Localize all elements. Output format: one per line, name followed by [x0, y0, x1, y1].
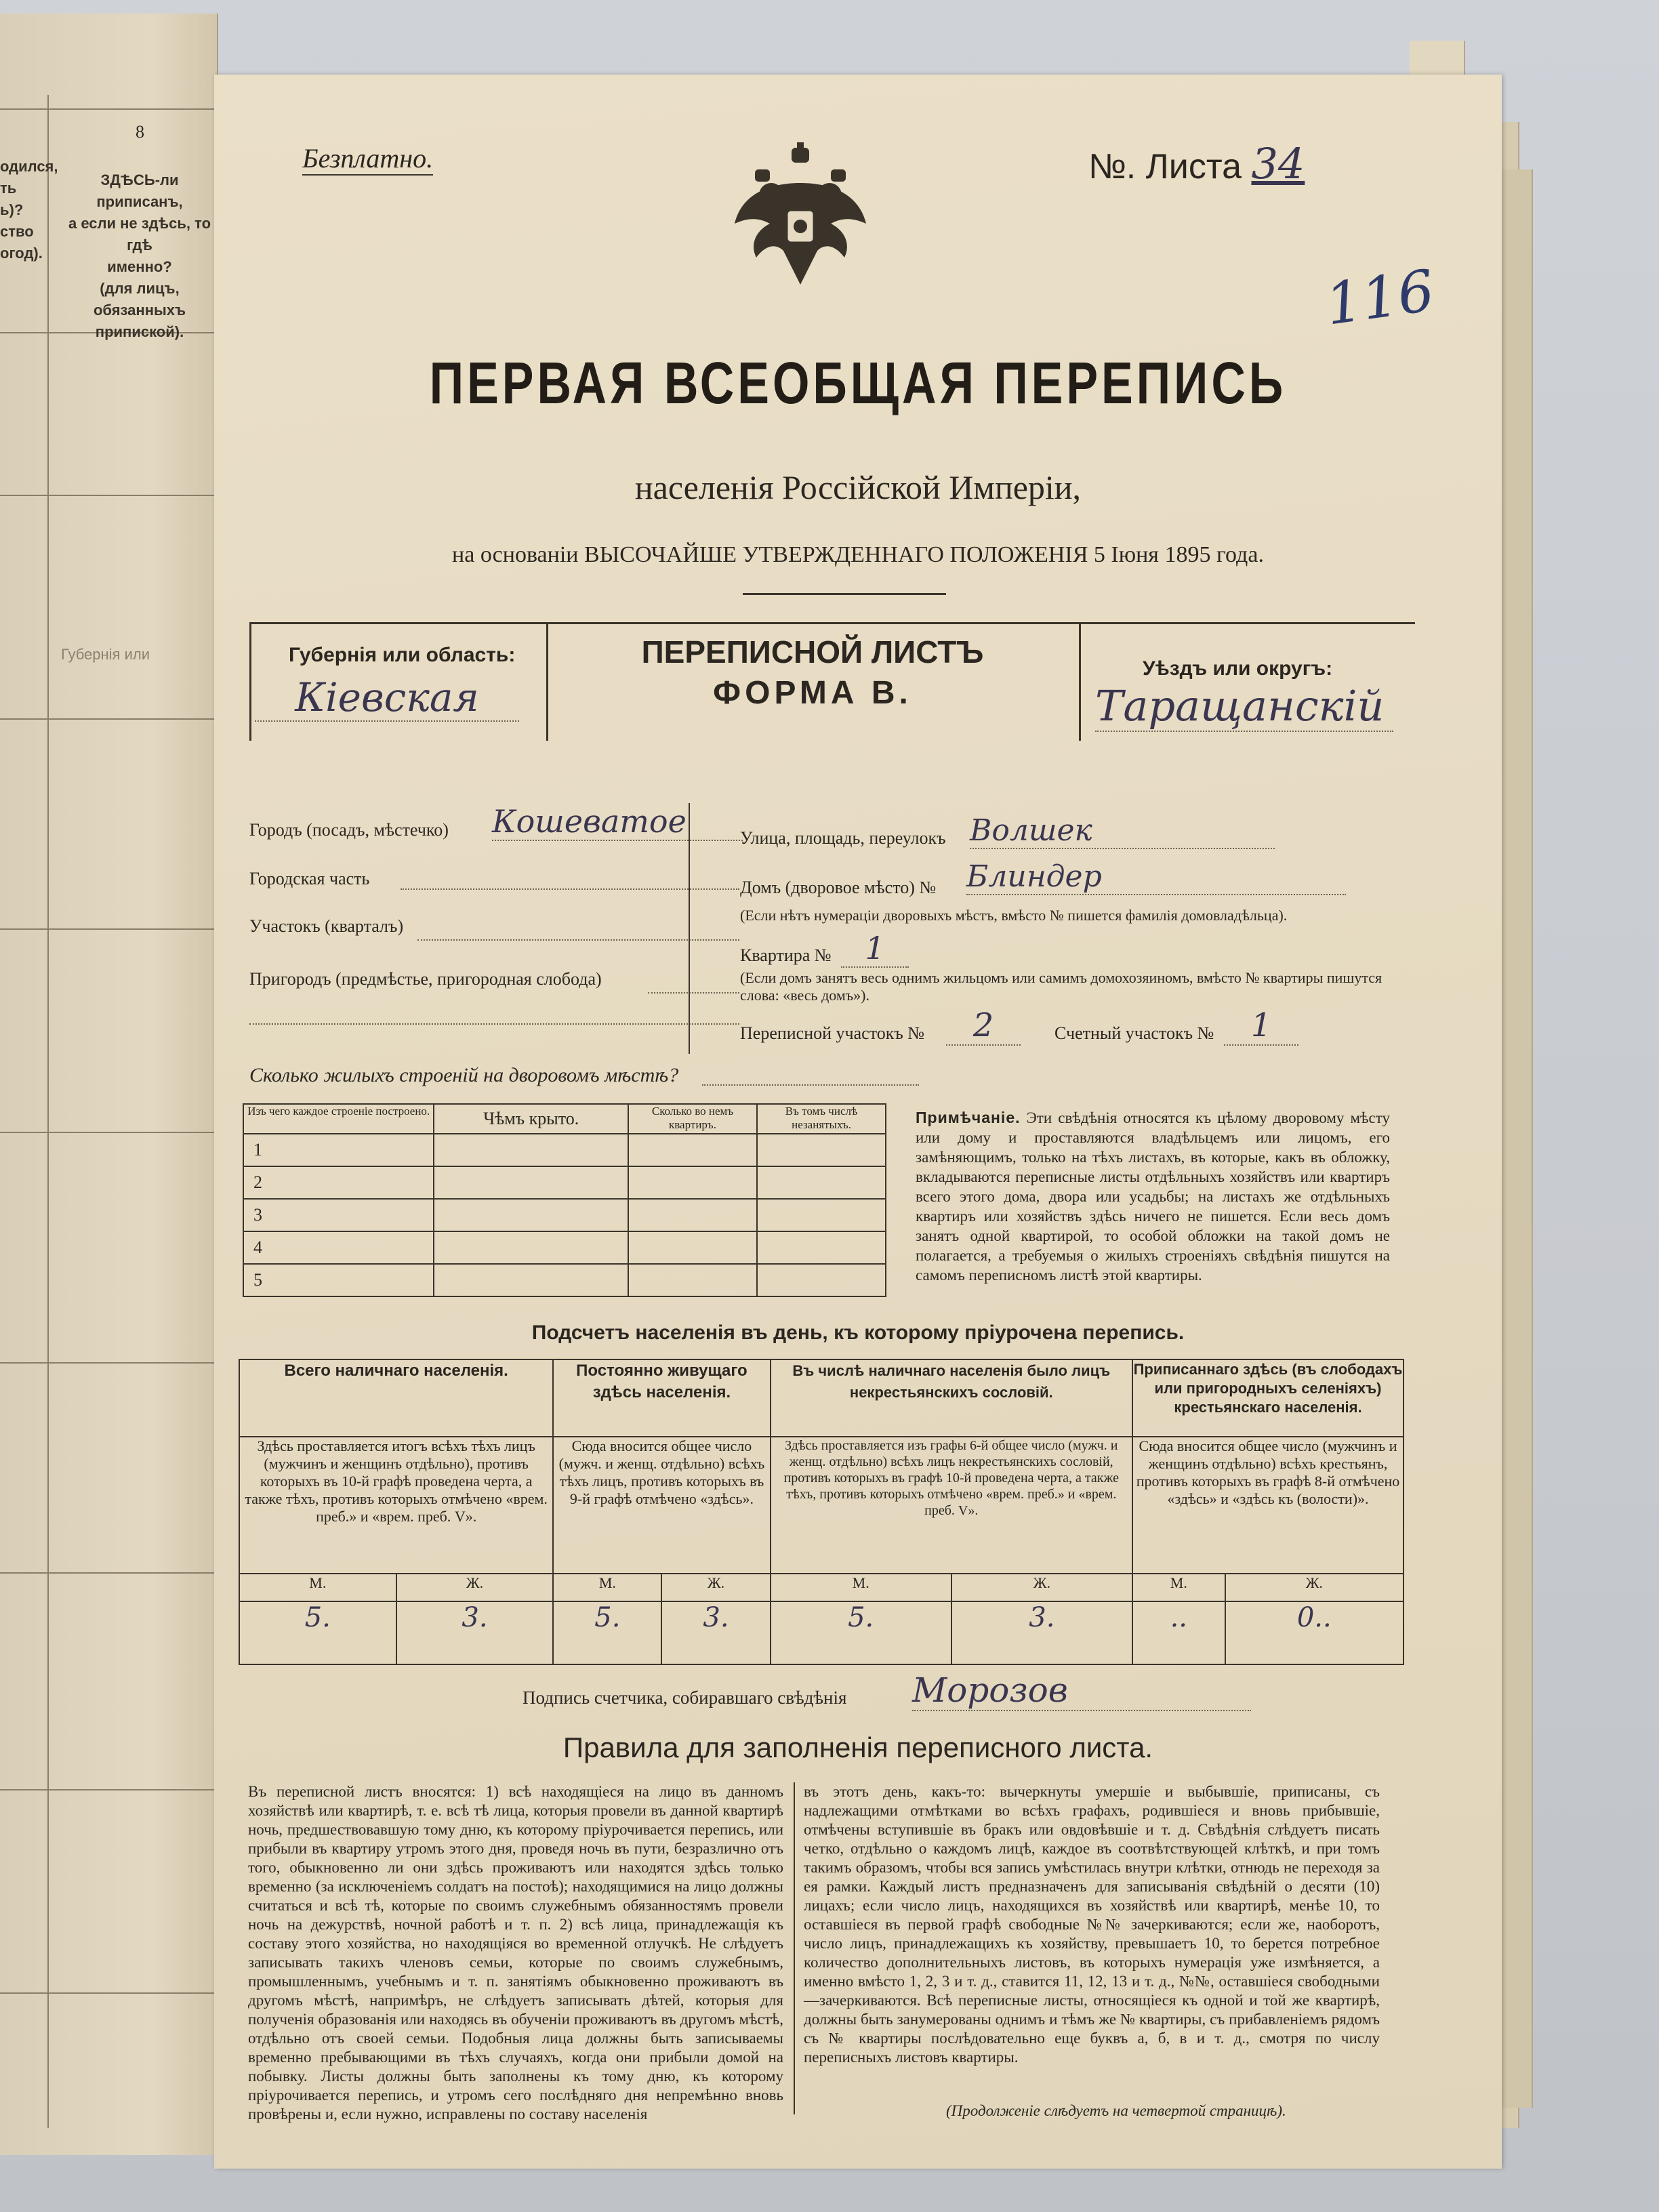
note-label: Примѣчаніе. — [916, 1109, 1021, 1126]
form-title: ПЕРЕПИСНОЙ ЛИСТЪ — [641, 634, 984, 670]
left-column-header: ЗДѢСЬ-ли приписанъ, а если не здѣсь, то гдѣ именно? (для лицъ, обязанныхъ припиской). — [68, 171, 211, 340]
census-area-label: Переписной участокъ № — [740, 1023, 925, 1043]
buildings-cell[interactable] — [757, 1134, 886, 1166]
buildings-table — [243, 1103, 886, 1297]
buildings-row-number: 1 — [243, 1134, 434, 1166]
row-rule — [0, 1362, 217, 1364]
bleed-through-text: Губернія или — [61, 646, 150, 663]
row-rule — [0, 1789, 217, 1790]
note-text: Эти свѣдѣнія относятся къ цѣлому дворовому мѣсту или дому и проставляются владѣльцемъ или лицомъ, его замѣняющимъ, только на тѣхъ листахъ, въ которые, какъ въ обложку, вкладываются переписные листы отдѣльныхъ хозяйствъ или квартиръ всего этого дома, двора или усадьбы; на листахъ же отдѣльныхъ квартиръ или хозяйствъ здѣсь ничего не пишется. Если весь домъ занятъ одной квартирой, то особой обложки на такой домъ не полагается, а требуемыя о жилыхъ строеніяхъ свѣдѣнія пишутся на самомъ переписномъ листѣ этой квартиры. — [916, 1109, 1391, 1284]
count-table — [239, 1359, 1404, 1665]
row-rule — [0, 1132, 217, 1133]
buildings-cell[interactable] — [434, 1231, 628, 1264]
row-rule — [0, 1572, 217, 1574]
province-value: Кіевская — [255, 674, 519, 722]
row-rule — [0, 1992, 217, 1994]
apartment-value: 1 — [841, 930, 909, 968]
subtitle: населенія Россійской Имперіи, — [634, 468, 1082, 506]
suburb-field-line[interactable] — [249, 1017, 739, 1025]
main-title: ПЕРВАЯ ВСЕОБЩАЯ ПЕРЕПИСЬ — [429, 350, 1287, 416]
enumerator-signature: Морозов — [912, 1671, 1251, 1711]
form-letter: ФОРМА В. — [713, 675, 912, 711]
imperial-eagle-emblem — [729, 142, 872, 291]
count-header-nonpeasant: Въ числѣ наличнаго населенія было лицъ некрестьянскихъ сословій. — [771, 1359, 1132, 1437]
header-rule — [249, 622, 1415, 624]
row-rule — [0, 495, 217, 496]
buildings-cell[interactable] — [757, 1231, 886, 1264]
buildings-cell[interactable] — [757, 1166, 886, 1199]
female-header: Ж. — [951, 1574, 1132, 1601]
male-header: М. — [553, 1574, 661, 1601]
census-sheet — [214, 75, 1502, 2169]
province-label: Губернія или область: — [289, 644, 516, 666]
header-rule — [1079, 622, 1081, 741]
rules-title: Правила для заполненія переписного листа. — [562, 1732, 1153, 1763]
buildings-row-number: 2 — [243, 1166, 434, 1199]
count-area-value: 1 — [1224, 1006, 1298, 1046]
count-value-nonpeasant-female[interactable]: 3. — [951, 1601, 1132, 1664]
female-header: Ж. — [661, 1574, 770, 1601]
buildings-row-number: 4 — [243, 1231, 434, 1264]
row-rule — [0, 928, 217, 930]
count-header-peasant: Приписаннаго здѣсь (въ слободахъ или пригородныхъ селеніяхъ) крестьянскаго населенія. — [1132, 1359, 1404, 1437]
city-label: Городъ (посадъ, мѣстечко) — [249, 820, 449, 840]
count-header-present: Всего наличнаго населенія. — [239, 1359, 553, 1437]
signature-label: Подпись счетчика, собиравшаго свѣдѣнія — [523, 1687, 847, 1708]
district-value: Таращанскій — [1095, 681, 1393, 732]
count-desc-peasant: Сюда вносится общее число (мужчинъ и женщинъ отдѣльно) всѣхъ крестьянъ, противъ которыхъ въ графѣ 8-й отмѣчено «здѣсь» и «здѣсь къ (волости)». — [1132, 1437, 1404, 1574]
census-area-value: 2 — [946, 1006, 1021, 1046]
district-label: Уѣздъ или округъ: — [1143, 657, 1333, 680]
buildings-col-apartments: Сколько во немъ квартиръ. — [628, 1104, 757, 1134]
rules-right-column: въ этотъ день, какъ-то: вычеркнуты умершіе и выбывшіе, приписаны, съ надлежащими отмѣтками во всѣхъ графахъ, родившіеся и вновь прибывшіе, отмѣчены вступившіе въ бракъ или овдовѣвшіе и т. д. Свѣдѣнія слѣдуетъ писать четко, отдѣльно о каждомъ лицѣ, каждое въ соотвѣтствующей клѣткѣ, и при томъ такимъ образомъ, чтобы вся запись умѣстилась внутри клѣтки, отнюдь не переходя за ея рамки. Каждый листъ предназначенъ для записыванія свѣдѣній о десяти (10) лицахъ; если число лицъ, находящихся въ хозяйствѣ или квартирѣ, менѣе 10, то оставшіеся въ первой графѣ свободные №№ зачеркиваются; если же, наоборотъ, число лицъ, принадлежащихъ къ хозяйству, превышаетъ 10, то берется потребное количество дополнительныхъ листовъ, въ которыхъ нумерація уже измѣняется, а именно вмѣсто 1, 2, 3 и т. д., ставится 11, 12, 13 и т. д., №№, оставшіеся свободными—зачеркиваются. Всѣ переписные листы, относящіеся къ одной и той же квартирѣ, должны быть занумерованы однимъ и тѣмъ же № квартиры, съ прибавленіемъ рядомъ съ № квартиры послѣдовательно еще буквъ а, б, в и т. д., смотря по числу переписныхъ листовъ квартиры. — [804, 1783, 1380, 2066]
archive-page-mark: 116 — [1321, 257, 1439, 338]
city-value: Кошеватое — [492, 803, 743, 841]
male-header: М. — [1132, 1574, 1225, 1601]
left-page-number: 8 — [136, 122, 144, 142]
sheet-number-label: №. Листа 34 — [1088, 139, 1305, 188]
header-rule — [249, 622, 251, 741]
count-desc-nonpeasant: Здѣсь проставляется изъ графы 6-й общее число (мужч. и женщ. отдѣльно) всѣхъ лицъ некрестьянскихъ сословій, противъ которыхъ въ графѣ 10-й проведена черта, а также тѣхъ, противъ которыхъ отмѣчено «врем. преб.» и «врем. преб. V». — [771, 1437, 1132, 1574]
count-area-label: Счетный участокъ № — [1054, 1023, 1214, 1043]
count-header-permanent: Постоянно живущаго здѣсь населенія. — [553, 1359, 770, 1437]
suburb-label: Пригородъ (предмѣстье, пригородная слобода) — [249, 969, 602, 989]
count-desc-present: Здѣсь проставляется итогъ всѣхъ тѣхъ лицъ (мужчинъ и женщинъ отдѣльно), противъ которыхъ въ 10-й графѣ проведена черта, а также тѣхъ, противъ которыхъ отмѣчено «врем. преб.» и «врем. преб. V». — [239, 1437, 553, 1574]
buildings-cell[interactable] — [434, 1199, 628, 1231]
buildings-row-number: 5 — [243, 1264, 434, 1296]
count-value-nonpeasant-male[interactable]: 5. — [771, 1601, 951, 1664]
count-value-peasant-female[interactable]: 0.. — [1225, 1601, 1404, 1664]
male-header: М. — [771, 1574, 951, 1601]
female-header: Ж. — [396, 1574, 554, 1601]
buildings-row-number: 3 — [243, 1199, 434, 1231]
count-value-permanent-male[interactable]: 5. — [553, 1601, 661, 1664]
male-header: М. — [239, 1574, 396, 1601]
count-value-present-male[interactable]: 5. — [239, 1601, 396, 1664]
rules-left-column: Въ переписной листъ вносятся: 1) всѣ находящіеся на лицо въ данномъ хозяйствѣ или квартирѣ, т. е. всѣ тѣ лица, которыя провели въ данной квартирѣ ночь, предшествовавшую тому дню, къ которому пріурочивается перепись, или прибыли въ квартиру утромъ этого дня, проведя ночь въ пути, безразлично отъ того, обыкновенно ли они здѣсь проживаютъ или находятся здѣсь только временно (за исключеніемъ солдатъ на постоѣ); находящимися на лицо должны считаться и всѣ тѣ, которые по своимъ служебнымъ обязанностямъ провели ночь на дежурствѣ, ночной работѣ и т. п. 2) всѣ лица, принадлежащія къ составу этого хозяйства, но находящіяся во временной отлучкѣ. Не слѣдуетъ записывать такихъ членовъ семьи, которые по своимъ служебнымъ, промышленнымъ, учебнымъ и т. п. занятіямъ обыкновенно проживаютъ въ другомъ мѣстѣ, напримѣръ, не слѣдуетъ записывать дѣтей, которыя для полученія образованія или находясь въ обученіи проживаютъ въ другомъ мѣстѣ, отдѣльно отъ своей семьи. Подобныя лица должны быть записываемы временно пребывающими въ тѣхъ случаяхъ, когда они прибыли домой на побывку. Листы должны быть заполнены къ тому дню, къ которому пріурочивается перепись, и утромъ сего послѣдняго дня непремѣнно вновь провѣрены и, если нужно, исправлены по составу населенія — [248, 1783, 783, 2123]
apartment-label: Квартира № — [740, 945, 832, 965]
section-label: Участокъ (кварталъ) — [249, 916, 404, 936]
free-label: Безплатно. — [302, 142, 433, 176]
count-value-present-female[interactable]: 3. — [396, 1601, 554, 1664]
buildings-cell[interactable] — [757, 1199, 886, 1231]
rules-continuation: (Продолженіе слѣдуетъ на четвертой страницѣ). — [946, 2102, 1286, 2119]
left-column-text: одился, ть ь)? ство огод). — [0, 158, 58, 262]
divider-rule — [743, 593, 946, 595]
note-block — [916, 1108, 1390, 1285]
buildings-answer-field[interactable] — [702, 1078, 919, 1086]
buildings-cell[interactable] — [628, 1199, 757, 1231]
row-rule — [0, 108, 217, 110]
buildings-col-vacant: Въ томъ числѣ незанятыхъ. — [757, 1104, 886, 1134]
buildings-question: Сколько жилыхъ строеній на дворовомъ мѣстѣ? — [249, 1064, 679, 1086]
count-desc-permanent: Сюда вносится общее число (мужч. и женщ. отдѣльно) всѣхъ тѣхъ лицъ, противъ которыхъ въ 9-й графѣ отмѣчено «здѣсь». — [553, 1437, 770, 1574]
female-header: Ж. — [1225, 1574, 1404, 1601]
house-value: Блиндер — [966, 859, 1346, 895]
buildings-cell[interactable] — [434, 1134, 628, 1166]
street-label: Улица, площадь, переулокъ — [740, 828, 946, 848]
sheet-number-value: 34 — [1251, 139, 1305, 188]
count-value-permanent-female[interactable]: 3. — [661, 1601, 770, 1664]
section-field[interactable] — [417, 928, 739, 941]
column-rule — [47, 95, 49, 2128]
suburb-field[interactable] — [648, 983, 739, 994]
buildings-cell[interactable] — [628, 1264, 757, 1296]
buildings-col-roof: Чѣмъ крыто. — [434, 1104, 628, 1134]
buildings-cell[interactable] — [628, 1231, 757, 1264]
count-value-peasant-male[interactable]: .. — [1132, 1601, 1225, 1664]
row-rule — [0, 718, 217, 720]
rules-divider — [794, 1782, 795, 2114]
table-surface — [0, 2162, 1659, 2212]
left-page — [0, 14, 218, 2155]
apartment-note: (Если домъ занятъ весь однимъ жильцомъ или самимъ домохозяиномъ, вмѣсто № квартиры пишутся слова: «весь домъ»). — [740, 969, 1382, 1004]
address-divider — [689, 803, 690, 1054]
buildings-cell[interactable] — [434, 1264, 628, 1296]
buildings-cell[interactable] — [434, 1166, 628, 1199]
legal-basis: на основаніи ВЫСОЧАЙШЕ УТВЕРЖДЕННАГО ПОЛОЖЕНІЯ 5 Іюня 1895 года. — [452, 542, 1264, 567]
street-value: Волшек — [970, 813, 1275, 849]
house-label: Домъ (дворовое мѣсто) № — [740, 878, 937, 897]
buildings-cell[interactable] — [757, 1264, 886, 1296]
buildings-cell[interactable] — [628, 1134, 757, 1166]
buildings-col-material: Изъ чего каждое строеніе построено. — [243, 1104, 434, 1134]
city-part-label: Городская часть — [249, 869, 370, 888]
buildings-cell[interactable] — [628, 1166, 757, 1199]
house-note: (Если нѣтъ нумераціи дворовыхъ мѣстъ, вмѣсто № пишется фамилія домовладѣльца). — [740, 907, 1288, 924]
count-title: Подсчетъ населенія въ день, къ которому пріурочена перепись. — [531, 1322, 1185, 1344]
